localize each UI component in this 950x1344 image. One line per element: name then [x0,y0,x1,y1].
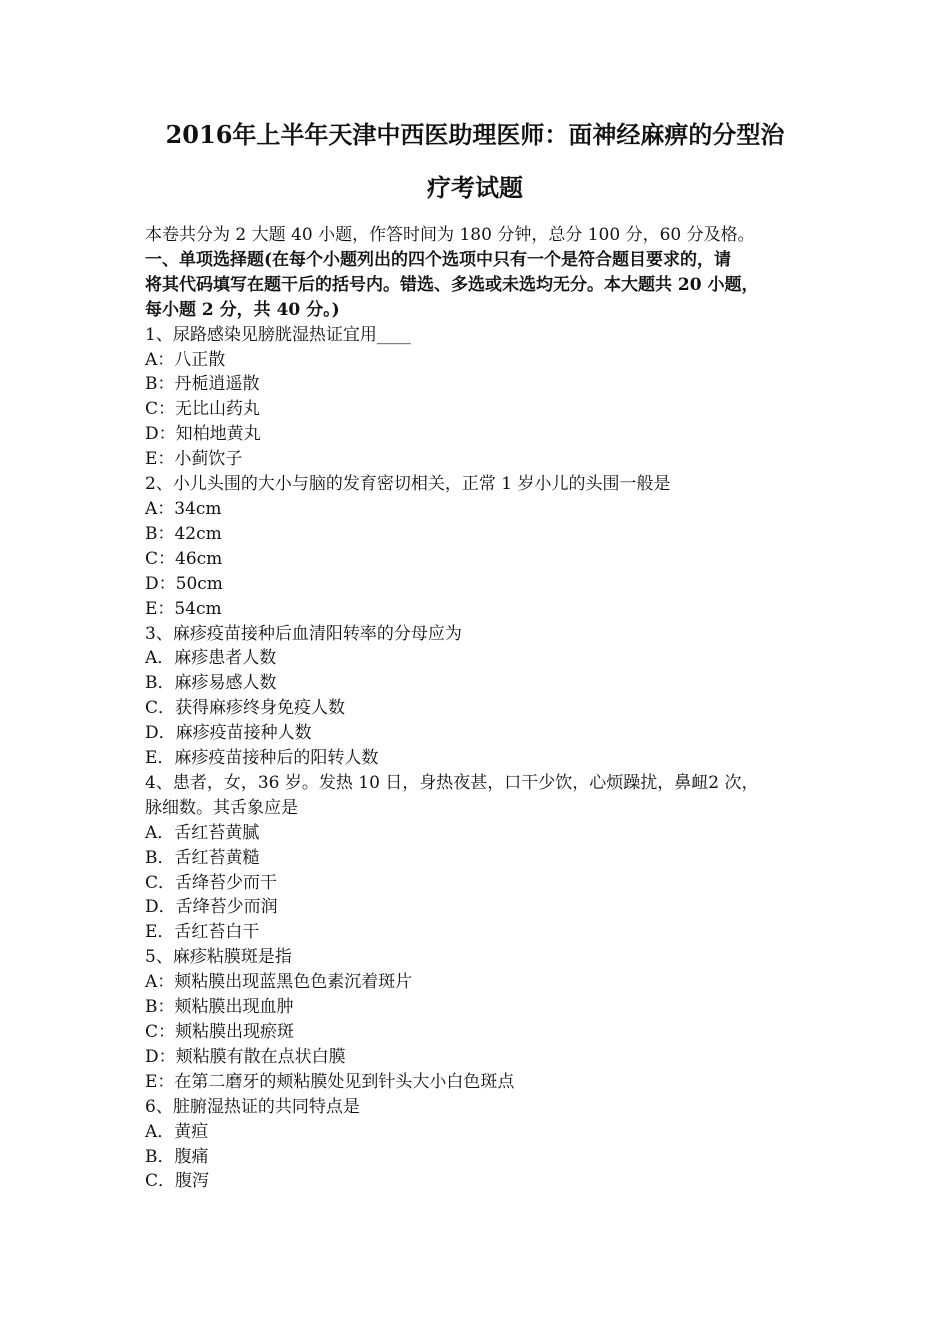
answer-option: B．腹痛 [145,1146,209,1167]
answer-option: E：小蓟饮子 [145,449,243,470]
answer-option: D．舌绛苔少而润 [145,897,278,918]
answer-option: E：在第二磨牙的颊粘膜处见到针头大小白色斑点 [145,1071,515,1092]
document-body [145,223,815,1194]
answer-option: A．黄疸 [145,1121,209,1142]
answer-option: C：无比山药丸 [145,399,261,420]
answer-option: B：颊粘膜出现血肿 [145,997,294,1018]
answer-option: E：54cm [145,598,222,619]
answer-option: A：八正散 [145,349,226,370]
answer-option: B．舌红苔黄糙 [145,847,260,868]
answer-option: D：颊粘膜有散在点状白膜 [145,1046,346,1067]
question-stem: 4、患者，女，36 岁。发热 10 日，身热夜甚，口干少饮，心烦躁扰，鼻衄2 次， [145,772,759,793]
question-stem: 脉细数。其舌象应是 [145,797,298,818]
answer-option: A：34cm [145,498,222,519]
question-stem: 3、麻疹疫苗接种后血清阳转率的分母应为 [145,623,462,644]
document-title-line-1: 2016年上半年天津中西医助理医师：面神经麻痹的分型治 [165,120,785,149]
question-stem: 5、麻疹粘膜斑是指 [145,947,292,968]
question-3 [145,622,815,771]
section-heading-line: 将其代码填写在题干后的括号内。错选、多选或未选均无分。本大题共 20 小题， [145,274,759,295]
question-stem: 6、脏腑湿热证的共同特点是 [145,1096,360,1117]
question-5 [145,945,815,1094]
question-stem: 1、尿路感染见膀胱湿热证宜用____ [145,324,411,345]
section-heading-line: 一、单项选择题(在每个小题列出的四个选项中只有一个是符合题目要求的，请 [145,249,732,270]
answer-option: B．麻疹易感人数 [145,673,277,694]
section-heading [145,248,815,323]
answer-option: A．麻疹患者人数 [145,648,277,669]
question-6 [145,1095,815,1195]
answer-option: C．腹泻 [145,1171,210,1192]
question-4 [145,771,815,945]
question-1 [145,323,815,472]
document-title-line-2: 疗考试题 [427,173,523,202]
question-2 [145,472,815,621]
answer-option: D：50cm [145,573,223,594]
answer-option: E．舌红苔白干 [145,922,260,943]
answer-option: C．获得麻疹终身免疫人数 [145,698,346,719]
answer-option: C：颊粘膜出现瘀斑 [145,1022,295,1042]
exam-intro: 本卷共分为 2 大题 40 小题，作答时间为 180 分钟，总分 100 分，60 分及格。 [145,225,755,245]
answer-option: C．舌绛苔少而干 [145,872,278,893]
answer-option: B：42cm [145,523,222,544]
question-stem: 2、小儿头围的大小与脑的发育密切相关，正常 1 岁小儿的头围一般是 [145,474,671,495]
answer-option: D．麻疹疫苗接种人数 [145,723,312,744]
answer-option: C：46cm [145,548,223,569]
answer-option: D：知柏地黄丸 [145,424,261,445]
section-heading-line: 每小题 2 分，共 40 分。) [145,299,340,320]
answer-option: A：颊粘膜出现蓝黑色色素沉着斑片 [145,972,413,993]
answer-option: B：丹栀逍遥散 [145,374,260,395]
answer-option: A．舌红苔黄腻 [145,822,260,843]
answer-option: E．麻疹疫苗接种后的阳转人数 [145,748,379,769]
